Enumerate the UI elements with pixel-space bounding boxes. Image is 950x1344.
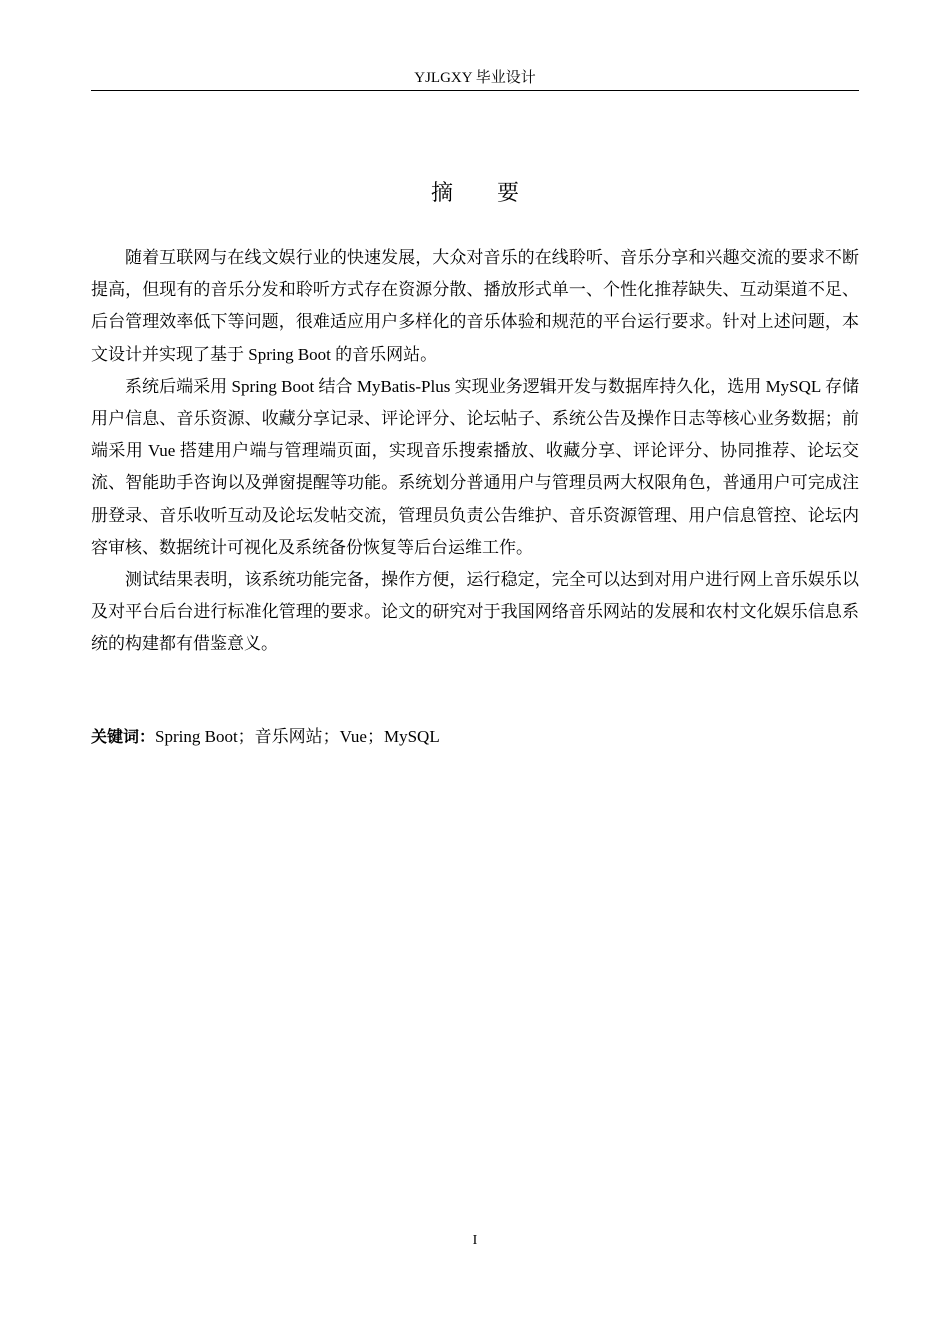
keywords-line bbox=[91, 721, 859, 753]
abstract-title bbox=[0, 176, 950, 212]
abstract-title-char-2: 要 bbox=[497, 181, 520, 206]
page-header bbox=[91, 66, 859, 91]
page-number-text: I bbox=[472, 1233, 478, 1248]
abstract-paragraph-3: 测试结果表明，该系统功能完备，操作方便，运行稳定，完全可以达到对用户进行网上音乐娱乐以及对平台后台进行标准化管理的要求。论文的研究对于我国网络音乐网站的发展和农村文化娱乐信息系统的构建都有借鉴意义。 bbox=[91, 570, 859, 654]
page-number bbox=[0, 1231, 950, 1251]
abstract-body bbox=[91, 242, 859, 661]
keywords-label: 关键词： bbox=[91, 727, 156, 746]
abstract-paragraph-1: 随着互联网与在线文娱行业的快速发展，大众对音乐的在线聆听、音乐分享和兴趣交流的要求不断提高，但现有的音乐分发和聆听方式存在资源分散、播放形式单一、个性化推荐缺失、互动渠道不足、后台管理效率低下等问题，很难适应用户多样化的音乐体验和规范的平台运行要求。针对上述问题，本文设计并实现了基于 Spring Boot 的音乐网站。 bbox=[91, 248, 859, 364]
abstract-title-char-1: 摘 bbox=[430, 181, 453, 206]
keywords-value: Spring Boot；音乐网站；Vue；MySQL bbox=[155, 727, 440, 746]
abstract-paragraph-2: 系统后端采用 Spring Boot 结合 MyBatis-Plus 实现业务逻辑开发与数据库持久化，选用 MySQL 存储用户信息、音乐资源、收藏分享记录、评论评分、论坛帖子、系统公告及操作日志等核心业务数据；前端采用 Vue 搭建用户端与管理端页面，实现音乐搜索播放、收藏分享、评论评分、协同推荐、论坛交流、智能助手咨询以及弹窗提醒等功能。系统划分普通用户与管理员两大权限角色，普通用户可完成注册登录、音乐收听互动及论坛发帖交流，管理员负责公告维护、音乐资源管理、用户信息管控、论坛内容审核、数据统计可视化及系统备份恢复等后台运维工作。 bbox=[91, 376, 859, 557]
header-text: YJLGXY 毕业设计 bbox=[414, 70, 536, 86]
